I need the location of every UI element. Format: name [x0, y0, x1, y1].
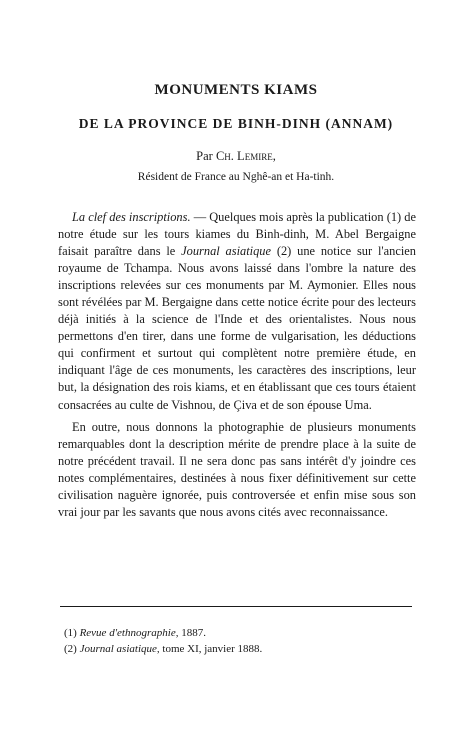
author-line	[0, 149, 472, 164]
footnote-marker: (2)	[64, 643, 77, 655]
footnote-detail: tome XI, janvier 1888.	[159, 643, 263, 655]
paragraph-1-text-b: (2) une notice sur l'ancien royaume de Tchampa. Nous avons laissé dans l'ombre la nature des inscriptions relevées sur ces monuments par M. Aymonier. Elles nous sont révélées par M. Bergaigne dans cette notice écrite pour des lecteurs déjà initiés à la science de l'Inde et des orientalistes. Nous nous permettons d'en tirer, dans une forme de vulgarisation, les déductions qui confirment et surtout qui complètent notre première étude, en indiquant l'âge de ces monuments, les caractères des inscriptions, leur but, la désignation des rois kiams, et en établissant que ces tours étaient consacrées au culte de Vishnou, de Çiva et de son épouse Uma.	[58, 244, 416, 412]
footnotes	[64, 625, 404, 657]
author-prefix: Par	[196, 149, 213, 163]
footnote-source: Revue d'ethnographie,	[79, 627, 179, 639]
footnote-1	[64, 625, 404, 641]
author-role: Résident de France au Nghê-an et Ha-tinh.	[137, 171, 335, 183]
paragraph-1-text-a: — Quelques mois après la publication (1) de notre étude sur les tours kiames du Binh-dinh, M. Abel Bergaigne faisait paraître dans le	[58, 210, 416, 259]
article-subtitle: DE LA PROVINCE DE BINH-DINH (ANNAM)	[78, 116, 394, 131]
article-title: MONUMENTS KIAMS	[154, 82, 318, 98]
article-body	[58, 209, 416, 521]
section-lead: La clef des inscriptions.	[72, 210, 191, 224]
paragraph-1	[58, 209, 416, 414]
footnote-source: Journal asiatique,	[79, 643, 160, 655]
author-name: Ch. Lemire,	[215, 149, 276, 163]
journal-title: Journal asiatique	[181, 244, 271, 259]
footnote-marker: (1)	[64, 627, 77, 639]
paragraph-2: En outre, nous donnons la photographie de plusieurs monuments remarquables dont la description mérite de prendre place à la suite de notre précédent travail. Il ne sera donc pas sans intérêt d'y joindre ces notes complémentaires, destinées à nous fixer définitivement sur cette civilisation naguère ignorée, puis controversée et enfin mise sous son vrai jour par les savants que nous avons cités avec reconnaissance.	[58, 419, 416, 519]
footnote-2	[64, 641, 404, 657]
footnote-divider	[60, 606, 412, 607]
footnote-detail: 1887.	[178, 627, 206, 639]
